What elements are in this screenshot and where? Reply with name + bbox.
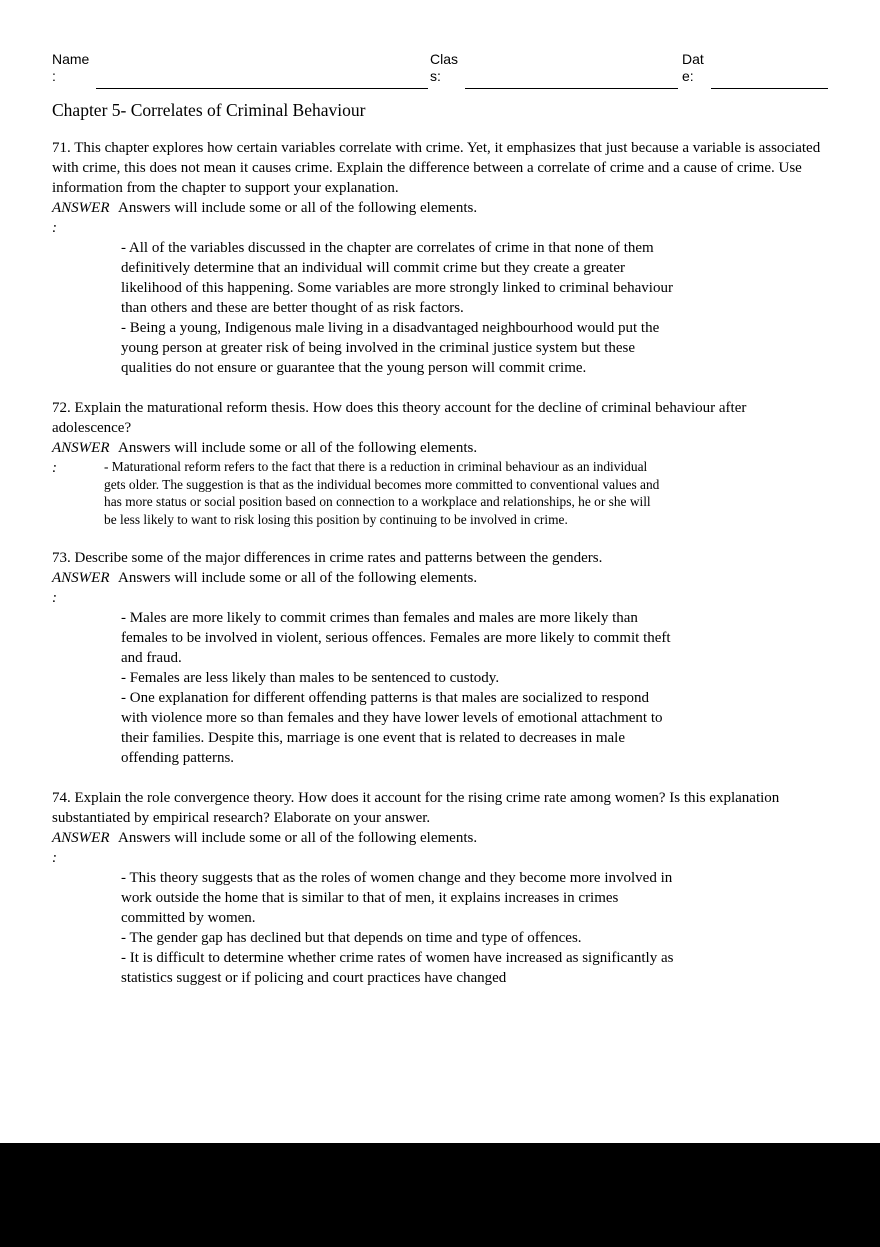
answer-intro: Answers will include some or all of the following elements. <box>118 830 478 847</box>
question-text: 71. This chapter explores how certain variables correlate with crime. Yet, it emphasizes that just because a variable is associated with crime, this does not mean it causes crime. Explain the difference between a correlate of crime and a cause of crime. Use information from the chapter to support your explanation. <box>52 140 821 196</box>
name-label <box>52 51 89 85</box>
class-label <box>430 51 458 85</box>
answer-points <box>104 458 660 528</box>
answer-label-colon: : <box>52 590 57 607</box>
date-blank <box>711 88 828 89</box>
answer-label-word: ANSWER <box>52 440 110 456</box>
answer-point: - Females are less likely than males to be sentenced to custody. <box>121 670 500 687</box>
date-field <box>682 51 828 85</box>
answer-intro: Answers will include some or all of the following elements. <box>118 440 478 456</box>
answer-label-word: ANSWER <box>52 830 110 847</box>
answer-point: - Males are more likely to commit crimes than females and males are more likely than females to be involved in violent, serious offences. Females are more likely to commit theft and fraud. <box>121 610 671 667</box>
answer-point: - The gender gap has declined but that depends on time and type of offences. <box>121 930 582 947</box>
question-text: 72. Explain the maturational reform thesis. How does this theory account for the decline of criminal behaviour after adolescence? <box>52 400 747 436</box>
answer-intro: Answers will include some or all of the following elements. <box>118 200 478 216</box>
class-label-line1: Clas <box>430 51 459 67</box>
class-label-line2: s: <box>430 68 441 84</box>
class-field <box>430 51 678 85</box>
answer-label <box>52 828 118 988</box>
name-label-line1: Name <box>52 51 90 67</box>
answer-body <box>118 198 828 378</box>
question-block-71 <box>52 138 828 378</box>
class-blank <box>465 88 678 89</box>
answer-point: - All of the variables discussed in the chapter are correlates of crime in that none of them definitively determine that an individual will commit crime but they create a greater likelihood of this happening. Some variables are more strongly linked to criminal behaviour than others and these are better thought of as risk factors. <box>121 240 673 316</box>
answer-points <box>121 608 679 768</box>
question-text: 73. Describe some of the major differences in crime rates and patterns between the genders. <box>52 550 603 567</box>
answer-label <box>52 198 118 378</box>
answer-point: - Being a young, Indigenous male living in a disadvantaged neighbourhood would put the young person at greater risk of being involved in the criminal justice system but these qualities do not ensure or guarantee that the young person will commit crime. <box>121 320 660 376</box>
date-label-line2: e: <box>682 68 694 84</box>
answer-row <box>52 198 828 378</box>
answer-points <box>121 868 679 988</box>
answer-label-word: ANSWER <box>52 200 110 216</box>
answer-row <box>52 438 828 528</box>
answer-body <box>118 568 828 768</box>
answer-points <box>121 238 679 378</box>
date-label <box>682 51 704 85</box>
answer-body <box>118 828 828 988</box>
name-field <box>52 51 428 85</box>
chapter-title: Chapter 5- Correlates of Criminal Behaviour <box>52 100 366 120</box>
answer-row <box>52 568 828 768</box>
question-text: 74. Explain the role convergence theory. How does it account for the rising crime rate among women? Is this explanation substantiated by empirical research? Elaborate on your answer. <box>52 790 780 827</box>
question-block-74 <box>52 788 828 988</box>
answer-label <box>52 568 118 768</box>
answer-label-colon: : <box>52 220 57 236</box>
answer-label-colon: : <box>52 460 57 476</box>
answer-point: - This theory suggests that as the roles of women change and they become more involved in work outside the home that is similar to that of men, it explains increases in crimes committed by women. <box>121 870 673 927</box>
date-label-line1: Dat <box>682 51 704 67</box>
answer-body <box>104 438 828 528</box>
answer-point: - Maturational reform refers to the fact that there is a reduction in criminal behaviour as an individual gets older. The suggestion is that as the individual becomes more committed to conventional values and has more status or social position based on connection to a workplace and relationships, he or she will be less likely to want to risk losing this position by continuing to be involved in crime. <box>104 459 660 527</box>
answer-point: - One explanation for different offending patterns is that males are socialized to respond with violence more so than females and they have lower levels of emotional attachment to their families. Despite this, marriage is one event that is related to decreases in male offending patterns. <box>121 690 663 767</box>
answer-row <box>52 828 828 988</box>
name-label-line2: : <box>52 68 56 84</box>
question-block-72 <box>52 398 828 528</box>
question-block-73 <box>52 548 828 768</box>
header <box>52 51 828 85</box>
answer-point: - It is difficult to determine whether crime rates of women have increased as significantly as statistics suggest or if policing and court practices have changed <box>121 950 674 987</box>
answer-label-colon: : <box>52 850 57 867</box>
name-blank <box>96 88 428 89</box>
answer-label-word: ANSWER <box>52 570 110 587</box>
answer-intro: Answers will include some or all of the following elements. <box>118 570 478 587</box>
page-bottom-letterbox <box>0 1143 880 1247</box>
